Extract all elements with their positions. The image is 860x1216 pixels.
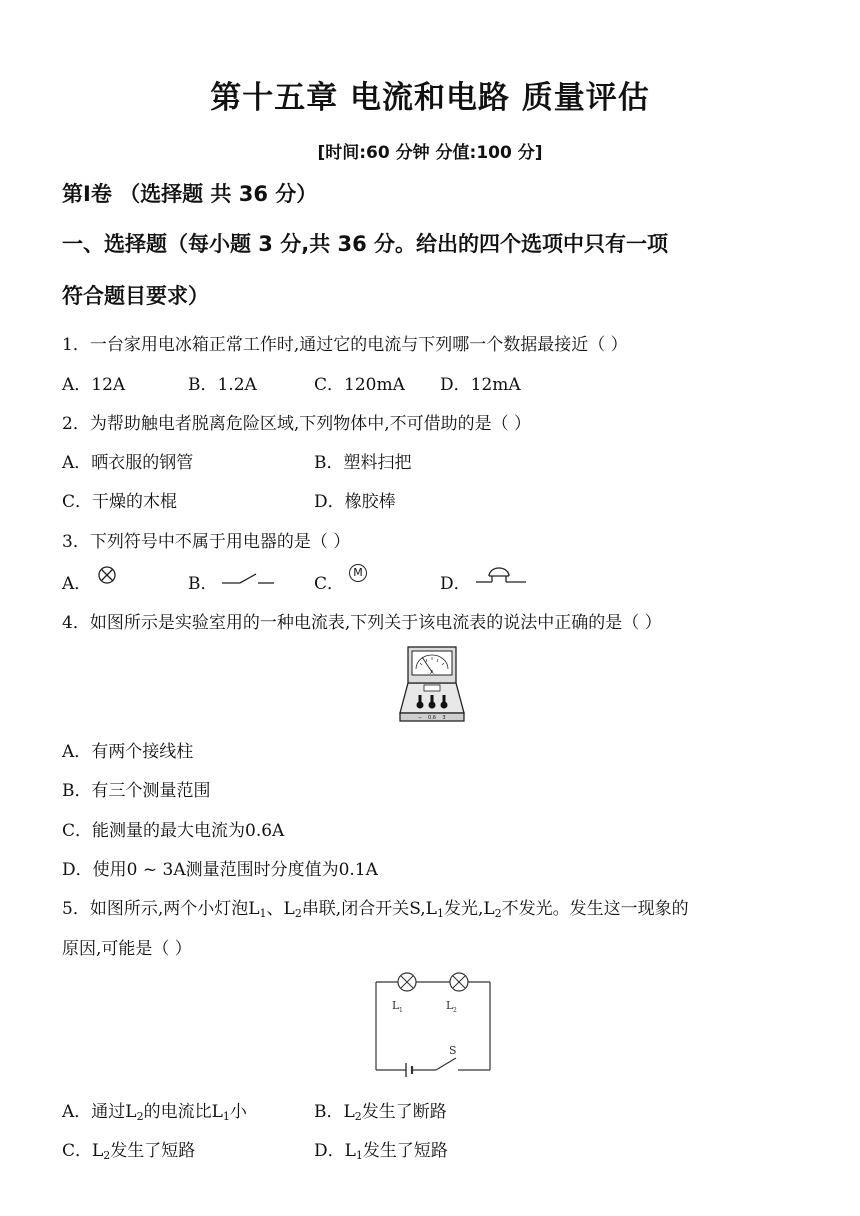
option-b-label: B． [188, 574, 218, 594]
part1-heading: 第Ⅰ卷 （选择题 共 36 分） [62, 182, 318, 206]
question-1-option-c[interactable]: C．120mA [314, 375, 405, 395]
ammeter-terminal-06: 0.6 [428, 715, 436, 721]
option-c-label: C． [314, 574, 345, 594]
question-5-stem: 5．如图所示,两个小灯泡$L_1$、$L_2$串联,闭合开关$S,L_1$发光$,L_2$不发光。发生这一现象的 [62, 899, 689, 920]
ammeter-terminal-negative: − [417, 715, 423, 721]
question-4-option-a[interactable]: A．有两个接线柱 [62, 742, 194, 762]
lamp-l2-subscript: 2 [453, 1007, 457, 1014]
switch-symbol-icon [220, 568, 276, 586]
bell-symbol-icon [474, 566, 528, 586]
question-1-option-a[interactable]: A．12A [62, 375, 126, 395]
question-1-stem: 1．一台家用电冰箱正常工作时,通过它的电流与下列哪一个数据最接近（ ） [62, 335, 628, 355]
ammeter-figure [396, 643, 468, 723]
series-circuit-figure [370, 966, 496, 1082]
question-2-stem: 2．为帮助触电者脱离危险区域,下列物体中,不可借助的是（ ） [62, 414, 532, 434]
time-score-info: [时间:60 分钟 分值:100 分] [317, 143, 543, 163]
option-a-label: A． [62, 574, 92, 594]
question-1-option-b[interactable]: B．1.2A [188, 375, 257, 395]
motor-symbol-icon: M [349, 564, 367, 582]
ammeter-face-symbol: A [430, 670, 434, 676]
question-3-option-b[interactable] [188, 569, 218, 594]
ammeter-terminal-3: 3 [442, 715, 446, 721]
question-5-option-c[interactable]: C．$L_2$发生了短路 [62, 1141, 196, 1162]
section-instructions-line1: 一、选择题（每小题 3 分,共 36 分。给出的四个选项中只有一项 [62, 232, 669, 256]
question-5-option-b[interactable]: B．$L_2$发生了断路 [314, 1102, 447, 1123]
question-2-option-a[interactable]: A．晒衣服的钢管 [62, 453, 194, 473]
question-2-option-b[interactable]: B．塑料扫把 [314, 453, 412, 473]
section-instructions-line2: 符合题目要求） [62, 284, 209, 308]
question-4-option-b[interactable]: B．有三个测量范围 [62, 781, 211, 801]
question-3-option-a[interactable] [62, 569, 91, 594]
question-3-option-d[interactable] [440, 569, 471, 594]
question-1-option-d[interactable]: D．12mA [440, 375, 521, 395]
question-2-option-d[interactable]: D．橡胶棒 [314, 492, 396, 512]
question-5-stem-line2: 原因,可能是（ ） [62, 939, 192, 959]
question-4-option-c[interactable]: C．能测量的最大电流为0.6A [62, 821, 285, 841]
question-5-option-a[interactable]: A．通过$L_2$的电流比$L_1$小 [62, 1102, 247, 1123]
question-4-option-d[interactable]: D．使用0 ~ 3A测量范围时分度值为0.1A [62, 860, 378, 880]
lamp-l1-label: L [392, 999, 400, 1012]
page-title: 第十五章 电流和电路 质量评估 [210, 80, 650, 116]
switch-s-label: S [449, 1044, 457, 1057]
question-3-stem: 3．下列符号中不属于用电器的是（ ） [62, 532, 351, 552]
option-d-label: D． [440, 574, 471, 594]
question-2-option-c[interactable]: C．干燥的木棍 [62, 492, 178, 512]
lamp-l1-subscript: 1 [399, 1007, 403, 1014]
lamp-l2-label: L [446, 999, 454, 1012]
question-5-option-d[interactable]: D．$L_1$发生了短路 [314, 1141, 448, 1162]
lamp-symbol-icon [96, 564, 118, 586]
question-3-option-c[interactable] [314, 569, 344, 594]
question-4-stem: 4．如图所示是实验室用的一种电流表,下列关于该电流表的说法中正确的是（ ） [62, 613, 662, 633]
